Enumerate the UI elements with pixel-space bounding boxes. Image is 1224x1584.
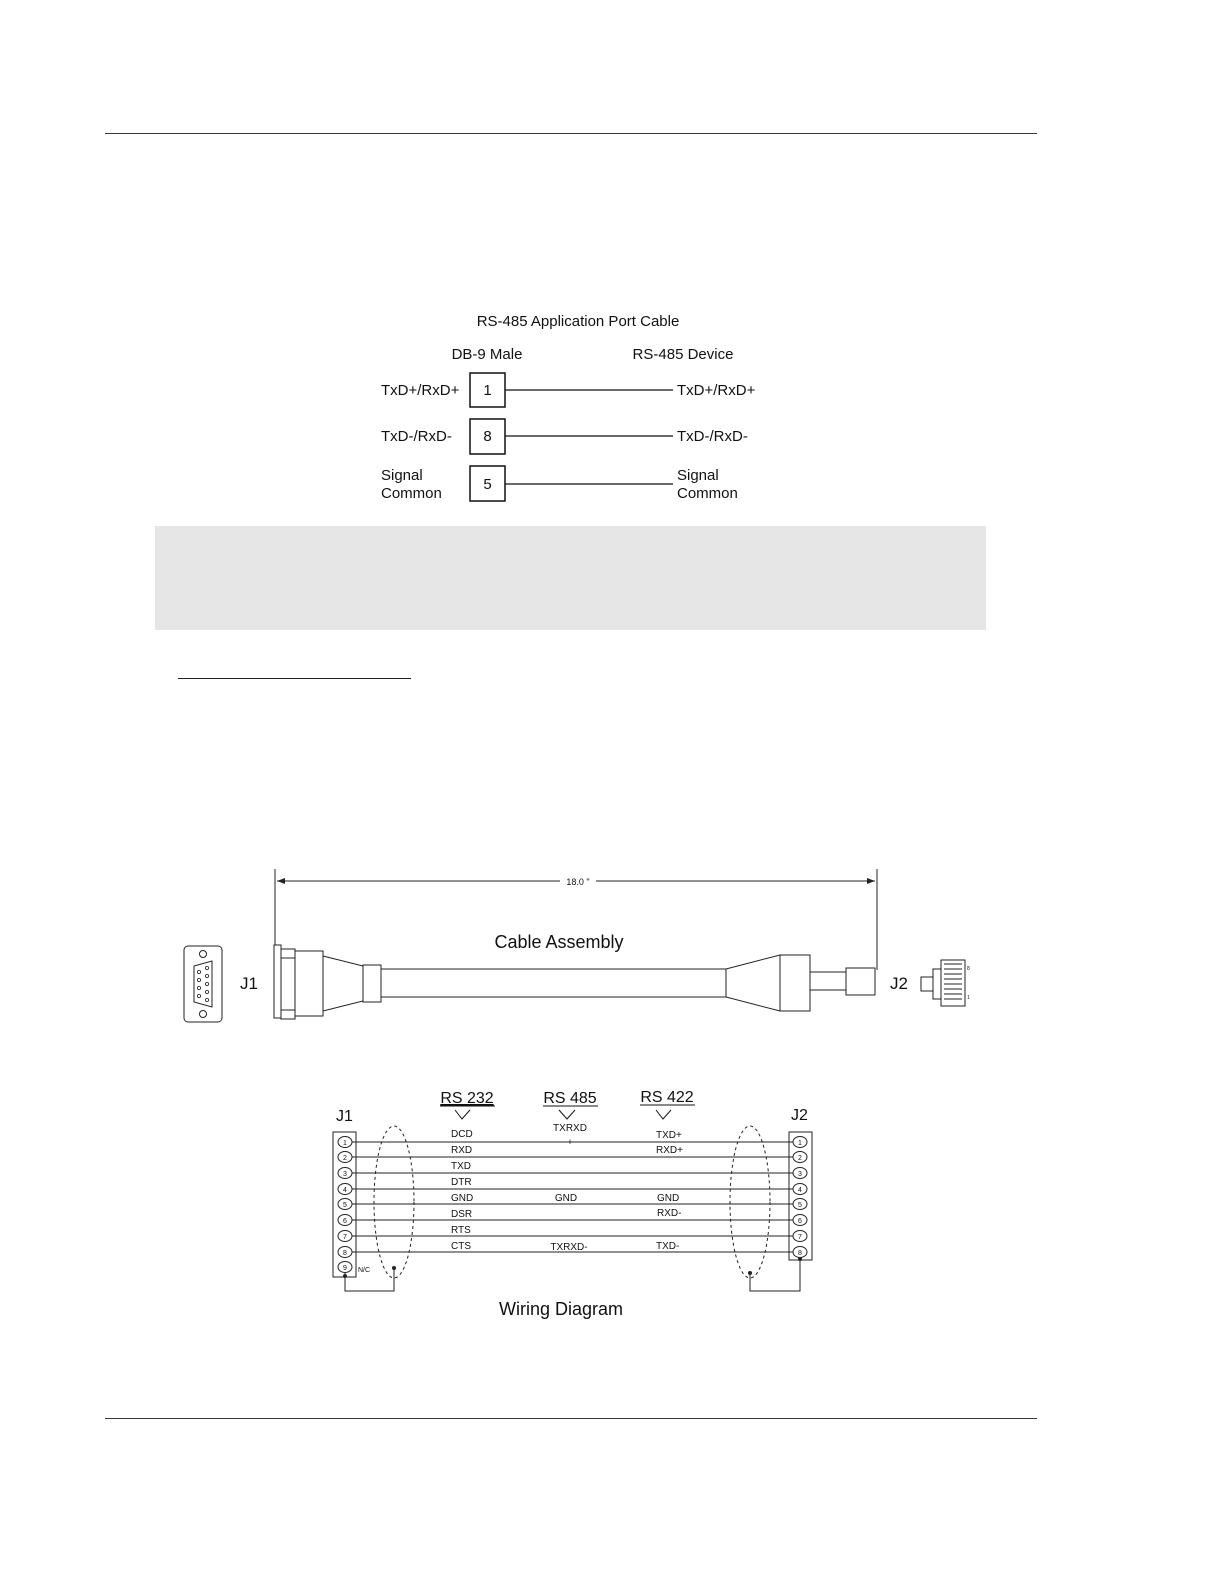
j1-drain-dot-pin xyxy=(343,1274,347,1278)
j2-drain-dot-pin xyxy=(798,1257,802,1261)
left-label-common: Common xyxy=(381,485,442,502)
rs232-gnd: GND xyxy=(451,1193,474,1204)
cable-body xyxy=(381,969,726,997)
j1-drain-dot-shield xyxy=(392,1266,396,1270)
right-label-common: Common xyxy=(677,485,738,502)
pin-number-5: 5 xyxy=(483,476,492,493)
j1-pin-4-number: 4 xyxy=(343,1187,347,1194)
wiring-j2-label: J2 xyxy=(791,1107,808,1124)
j1-pin-8-number: 8 xyxy=(343,1250,347,1257)
j2-pin-4-number: 4 xyxy=(798,1187,802,1194)
header-rs422-chevron-icon xyxy=(656,1110,671,1119)
rs422-txd-plus: TXD+ xyxy=(656,1130,682,1141)
rs422-signal-labels xyxy=(656,1130,683,1252)
j1-pin-7-number: 7 xyxy=(343,1234,347,1241)
j2-pin-7-number: 7 xyxy=(798,1234,802,1241)
rs232-txd: TXD xyxy=(451,1161,471,1172)
cable-assembly-drawing xyxy=(184,869,970,1022)
j1-shield-ellipse xyxy=(374,1126,414,1278)
db9-male-header: DB-9 Male xyxy=(451,346,523,363)
rs232-rxd: RXD xyxy=(451,1145,473,1156)
rs485-txrxd-minus: TXRXD- xyxy=(550,1242,588,1253)
rs232-dcd: DCD xyxy=(451,1129,473,1140)
rs485-title: RS-485 Application Port Cable xyxy=(476,313,680,330)
header-rs485: RS 485 xyxy=(543,1090,597,1107)
rs422-rxd-plus: RXD+ xyxy=(656,1145,683,1156)
db9-face-icon xyxy=(184,946,222,1022)
right-label-txd-minus: TxD-/RxD- xyxy=(677,428,748,445)
right-label-txd-plus: TxD+/RxD+ xyxy=(677,382,756,399)
j1-pin-5-number: 5 xyxy=(343,1202,347,1209)
rs422-txd-minus: TXD- xyxy=(656,1241,680,1252)
cable-j1-label: J1 xyxy=(240,974,258,993)
j2-pin-8-number: 8 xyxy=(798,1250,802,1257)
rs232-signal-labels xyxy=(451,1129,473,1252)
left-label-signal: Signal xyxy=(381,467,423,484)
rj45-connector-side xyxy=(726,955,875,1011)
j2-shield-ellipse xyxy=(730,1126,770,1278)
wiring-diagram-title: Wiring Diagram xyxy=(498,1299,624,1319)
j1-pin-3-number: 3 xyxy=(343,1171,347,1178)
j2-pin-2-number: 2 xyxy=(798,1155,802,1162)
j2-drain-dot-shield xyxy=(748,1271,752,1275)
rs422-rxd-minus: RXD- xyxy=(657,1208,682,1219)
dimension-arrow-left xyxy=(277,878,285,884)
j2-pin-3-number: 3 xyxy=(798,1171,802,1178)
rs485-cable-diagram xyxy=(381,313,756,502)
cable-assembly-title: Cable Assembly xyxy=(494,932,624,952)
rs422-gnd: GND xyxy=(657,1193,680,1204)
rs232-cts: CTS xyxy=(451,1241,471,1252)
header-rs232-chevron-icon xyxy=(455,1110,470,1119)
j1-pin-9-number: 9 xyxy=(343,1265,347,1272)
header-rs232: RS 232 xyxy=(440,1090,494,1107)
rs485-txrxd-plus: TXRXD xyxy=(553,1123,587,1134)
cable-j2-label: J2 xyxy=(890,974,908,993)
dimension-arrow-right xyxy=(867,878,875,884)
j2-drain-wire xyxy=(750,1258,800,1291)
left-label-txd-minus: TxD-/RxD- xyxy=(381,428,452,445)
nc-label: N/C xyxy=(358,1267,371,1274)
rs485-gnd: GND xyxy=(554,1193,578,1204)
db9-connector-side xyxy=(274,945,381,1019)
rs232-dtr: DTR xyxy=(451,1177,472,1188)
rj45-pin-1-label: 1 xyxy=(967,995,970,1001)
j2-pin-6-number: 6 xyxy=(798,1218,802,1225)
wiring-j1-label: J1 xyxy=(336,1108,353,1125)
j1-pin-6-number: 6 xyxy=(343,1218,347,1225)
header-rs485-chevron-icon xyxy=(559,1110,575,1119)
rs485-plus-sign: + xyxy=(567,1137,573,1147)
rj45-pin-8-label: 8 xyxy=(967,966,970,972)
pin-number-8: 8 xyxy=(483,428,492,445)
rs232-dsr: DSR xyxy=(451,1209,473,1220)
j1-pin-2-number: 2 xyxy=(343,1155,347,1162)
wiring-diagram xyxy=(333,1089,812,1319)
header-rs422: RS 422 xyxy=(640,1089,694,1106)
pin-number-1: 1 xyxy=(483,382,492,399)
rs232-rts: RTS xyxy=(451,1225,471,1236)
j2-pin-1-number: 1 xyxy=(798,1140,802,1147)
j2-pin-5-number: 5 xyxy=(798,1202,802,1209)
j1-pin-1-number: 1 xyxy=(343,1140,347,1147)
left-label-txd-plus: TxD+/RxD+ xyxy=(381,382,460,399)
rs485-device-header: RS-485 Device xyxy=(632,346,734,363)
right-label-signal: Signal xyxy=(677,467,719,484)
dimension-value: 18.0 " xyxy=(566,877,590,887)
rj45-face-icon xyxy=(921,960,965,1006)
